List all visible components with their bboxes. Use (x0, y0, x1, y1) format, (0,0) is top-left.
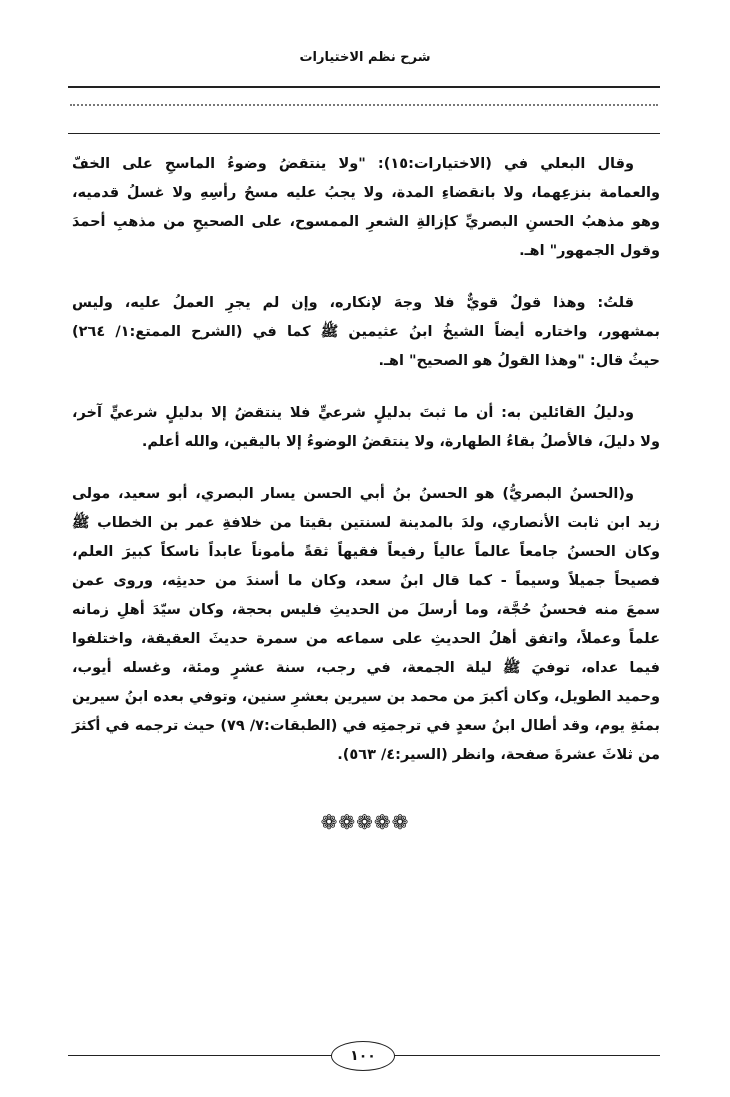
text-line: سمعَ منه فحسنُ حُجَّة، وما أرسلَ من الحديثِ فليس بحجة، وكان سيّدَ أهلِ زمانه (72, 602, 660, 618)
page-number: ١٠٠ (331, 1041, 395, 1071)
text-line: وحميد الطويل، وكان أكبرَ من محمد بن سيرين بعشرِ سنين، وتوفي بعده ابنُ سيرين (72, 689, 660, 705)
dotted-separator (70, 104, 658, 106)
text-line: وهو مذهبُ الحسنِ البصريِّ كإزالةِ الشعرِ الممسوح، على الصحيحِ من مذهبِ أحمدَ (72, 214, 660, 230)
text-line: من ثلاثَ عشرةَ صفحة، وانظر (السير:٤/ ٥٦٣). (337, 747, 660, 763)
text-line: قلتُ: وهذا قولٌ قويٌّ فلا وجهَ لإنكاره، وإن لم يجرِ العملُ عليه، وليس (72, 295, 634, 311)
text-line: وكان الحسنُ جامعاً عالماً عالياً رفيعاً فقيهاً ثقةً مأموناً عابداً ناسكاً كبيرَ العلم، (72, 544, 660, 560)
text-line: بمشهور، واختاره أيضاً الشيخُ ابنُ عثيمين ﷺ كما في (الشرح الممتع:١/ ٢٦٤) (72, 324, 660, 340)
text-line: وقال البعلي في (الاختيارات:١٥): "ولا ينتقضُ وضوءُ الماسحِ على الخفّ (72, 156, 634, 172)
text-line: وقول الجمهور" اهـ. (519, 243, 660, 259)
text-line: فيما عداه، توفيَ ﷺ ليلة الجمعة، في رجب، سنة عشرٍ ومئة، وغسله أيوب، (72, 660, 660, 676)
paragraph-quote-baali (72, 150, 660, 266)
running-header-title: شرح نظم الاختيارات (299, 50, 431, 65)
text-line: ودليلُ القائلين به: أن ما ثبتَ بدليلٍ شرعيٍّ فلا ينتقضُ إلا بدليلٍ شرعيٍّ آخر، (72, 405, 634, 421)
section-end-ornament: ❁❁❁❁❁ (320, 810, 410, 834)
paragraph-hasan-basri-bio (72, 480, 660, 770)
paragraph-author-opinion (72, 289, 660, 376)
header-rule (68, 86, 660, 88)
paragraph-evidence (72, 399, 660, 457)
text-line: والعمامة بنزعِهما، ولا بانقضاءِ المدة، ولا يجبُ عليه مسحُ رأسِهِ ولا غسلُ قدميه، (72, 185, 660, 201)
header-rule-lower (68, 133, 660, 134)
page-body (72, 150, 660, 793)
text-line: ولا دليلَ، فالأصلُ بقاءُ الطهارة، ولا ينتقضُ الوضوءُ إلا باليقين، والله أعلم. (141, 434, 660, 450)
text-line: و(الحسنُ البصريُّ) هو الحسنُ بنُ أبي الحسن يسار البصري، أبو سعيد، مولى (72, 486, 634, 502)
text-line: علماً وعملاً، واتفق أهلُ الحديثِ على سماعه من سمرة حديثَ العقيقة، واختلفوا (72, 631, 660, 647)
text-line: زيد ابن ثابت الأنصاري، ولدَ بالمدينة لسنتين بقيتا من خلافةِ عمر بن الخطاب ﷺ (72, 515, 660, 531)
text-line: حيثُ قال: "وهذا القولُ هو الصحيح" اهـ. (378, 353, 660, 369)
text-line: فصيحاً جميلاً وسيماً - كما قال ابنُ سعد، وكان ما أسندَ من حديثِه، وروى عمن (72, 573, 660, 589)
text-line: بمئةِ يوم، وقد أطال ابنُ سعدٍ في ترجمتِه في (الطبقات:٧/ ٧٩) حيث ترجمه في أكثرَ (72, 718, 660, 734)
